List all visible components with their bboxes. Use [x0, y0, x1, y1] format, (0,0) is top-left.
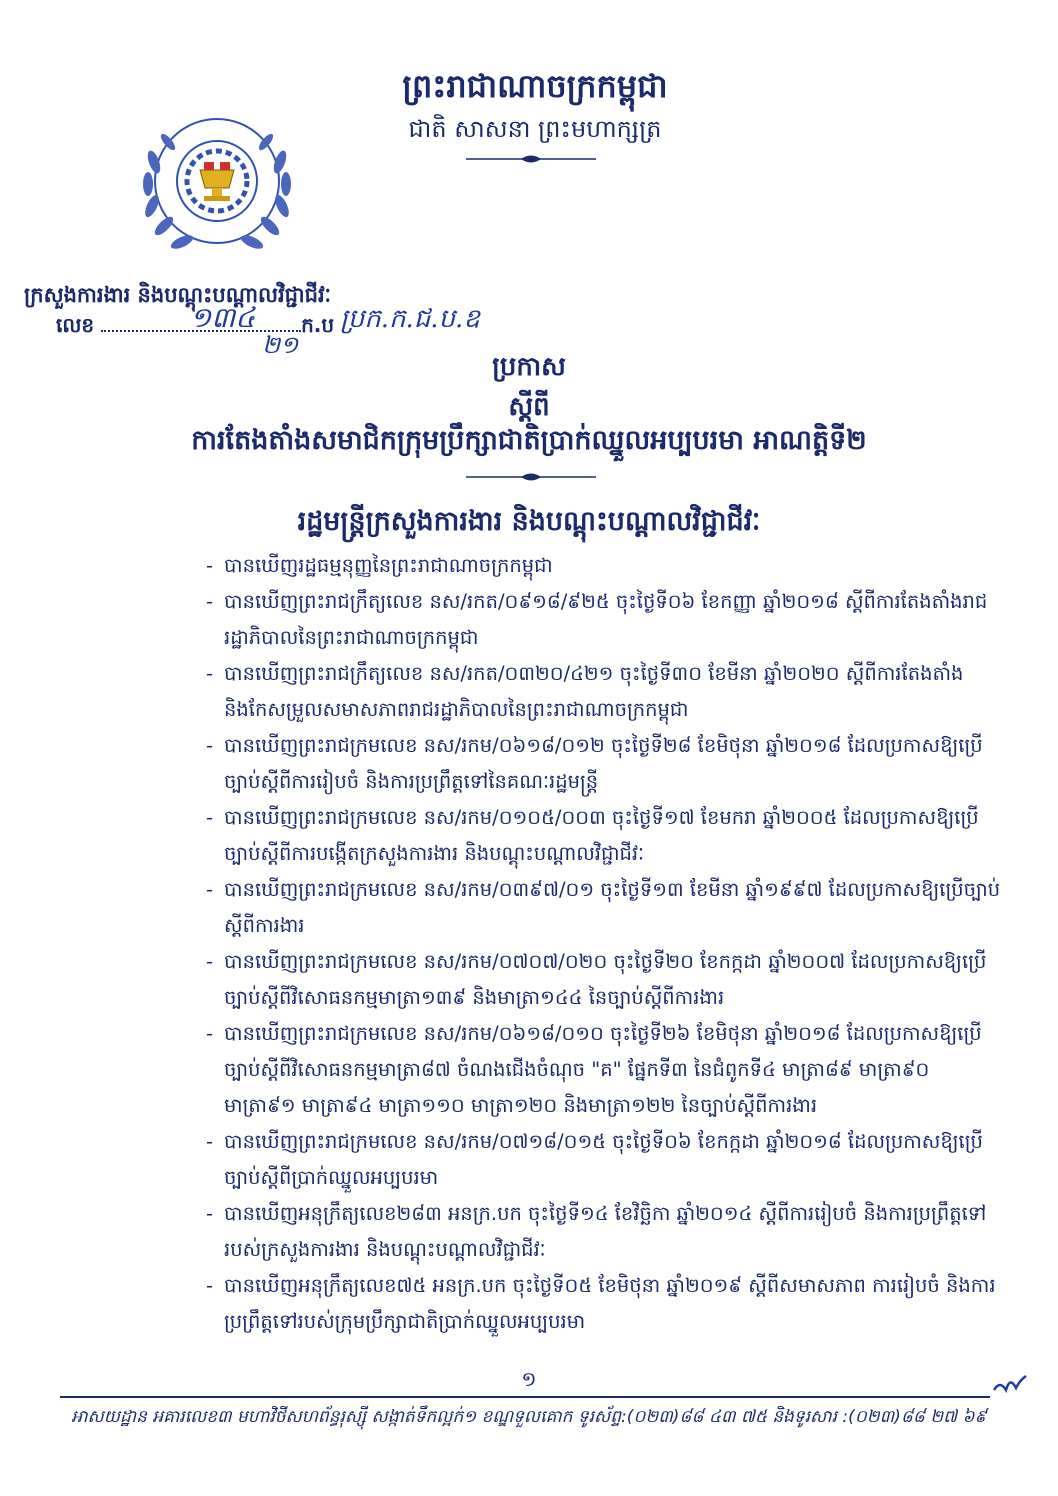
list-item: - បានឃើញព្រះរាជក្រមលេខ នស/រកម/០១០៥/០០៣ ចុះថ្ងៃទី១៧ ខែមករា ឆ្នាំ២០០៥ ដែលប្រកាសឱ្យប្រើច្បាប់ស្តីពីការបង្កើតក្រសួងការងារ និងបណ្តុះបណ្តាលវិជ្ជាជីវៈ: [206, 806, 979, 865]
ministry-seal-logo: [128, 92, 306, 270]
document-type-title: ប្រកាស: [492, 352, 566, 382]
issuing-minister-heading: រដ្ឋមន្ត្រីក្រសួងការងារ និងបណ្តុះបណ្តាលវិជ្ជាជីវៈ: [297, 506, 761, 537]
footer-address: អាសយដ្ឋាន អគារលេខ៣ មហាវិថីសហព័ន្ធរុស្ស៊ី សង្កាត់ទឹកល្អក់១ ខណ្ឌទួលគោក ទូរស័ព្ទ:(០២៣)៨៨ ៤៣ ៧៥ និងទូរសារ :(០២៣)៨៨ ២៧ ៦៩: [71, 1407, 987, 1427]
handwritten-ref-year: ២១: [262, 331, 299, 359]
national-motto: ជាតិ សាសនា ព្រះមហាក្សត្រ: [408, 115, 662, 143]
list-item: - បានឃើញអនុក្រឹត្យលេខ២៨៣ អនក្រ.បក ចុះថ្ងៃទី១៤ ខែវិច្ឆិកា ឆ្នាំ២០១៤ ស្តីពីការរៀបចំ និងការប្រព្រឹត្តទៅរបស់ក្រសួងការងារ និងបណ្តុះបណ្តាលវិជ្ជាជីវៈ: [206, 1202, 987, 1261]
document-subject: ការតែងតាំងសមាជិកក្រុមប្រឹក្សាជាតិប្រាក់ឈ្នួលអប្បបរមា អាណត្តិទី២: [191, 425, 867, 456]
kingdom-heading: ព្រះរាជាណាចក្រកម្ពុជា: [402, 67, 668, 105]
legal-basis-list: [206, 548, 1006, 1340]
page-number: ១: [521, 1367, 537, 1391]
list-item: - បានឃើញព្រះរាជក្រមលេខ នស/រកម/០៦១៨/០១០ ចុះថ្ងៃទី២៦ ខែមិថុនា ឆ្នាំ២០១៨ ដែលប្រកាសឱ្យប្រើច្បាប់ស្តីពីវិសោធនកម្មមាត្រា៨៧ ចំណងជើងចំណុច "គ" ផ្នែកទី៣ នៃជំពូកទី៤ មាត្រា៨៩ មាត្រា៩០ មាត្រា៩១ មាត្រា៩៤ មាត្រា១១០ មាត្រា១២០ និងមាត្រា១២២ នៃច្បាប់ស្តីពីការងារ: [206, 1022, 982, 1117]
ornament-divider-subject: [466, 470, 596, 484]
list-item: - បានឃើញព្រះរាជក្រមលេខ នស/រកម/០៧១៨/០១៥ ចុះថ្ងៃទី០៦ ខែកក្កដា ឆ្នាំ២០១៨ ដែលប្រកាសឱ្យប្រើច្បាប់ស្តីពីប្រាក់ឈ្នួលអប្បបរមា: [206, 1130, 983, 1189]
list-item: - បានឃើញព្រះរាជក្រឹត្យលេខ នស/រកត/០៣២០/៤២១ ចុះថ្ងៃទី៣០ ខែមីនា ឆ្នាំ២០២០ ស្តីពីការតែងតាំង និងកែសម្រួលសមាសភាពរាជរដ្ឋាភិបាលនៃព្រះរាជាណាចក្រកម្ពុជា: [206, 662, 964, 721]
initial-signature-mark: [990, 1372, 1030, 1400]
list-item: - បានឃើញអនុក្រឹត្យលេខ៧៥ អនក្រ.បក ចុះថ្ងៃទី០៥ ខែមិថុនា ឆ្នាំ២០១៩ ស្តីពីសមាសភាព ការរៀបចំ និងការប្រព្រឹត្តទៅរបស់ក្រុមប្រឹក្សាជាតិប្រាក់ឈ្នួលអប្បបរមា: [206, 1274, 996, 1333]
handwritten-ref-code: ប្រក.ក.ជ.ប.ឧ: [340, 304, 480, 334]
handwritten-ref-number: ១៣៤: [190, 301, 255, 334]
document-about-label: ស្តីពី: [508, 392, 550, 422]
reference-mid-code: ក.ប: [301, 313, 335, 337]
ornament-divider-top: [466, 152, 596, 166]
list-item: - បានឃើញព្រះរាជក្រមលេខ នស/រកម/០៧០៧/០២០ ចុះថ្ងៃទី២០ ខែកក្កដា ឆ្នាំ២០០៧ ដែលប្រកាសឱ្យប្រើច្បាប់ស្តីពីវិសោធនកម្មមាត្រា១៣៩ និងមាត្រា១៤៤ នៃច្បាប់ស្តីពីការងារ: [206, 950, 987, 1009]
list-item: - បានឃើញព្រះរាជក្រឹត្យលេខ នស/រកត/០៩១៨/៩២៥ ចុះថ្ងៃទី០៦ ខែកញ្ញា ឆ្នាំ២០១៨ ស្តីពីការតែងតាំងរាជរដ្ឋាភិបាលនៃព្រះរាជាណាចក្រកម្ពុជា: [206, 590, 988, 649]
list-item: - បានឃើញព្រះរាជក្រមលេខ នស/រកម/០៦១៨/០១២ ចុះថ្ងៃទី២៨ ខែមិថុនា ឆ្នាំ២០១៨ ដែលប្រកាសឱ្យប្រើច្បាប់ស្តីពីការរៀបចំ និងការប្រព្រឹត្តទៅនៃគណៈរដ្ឋមន្ត្រី: [206, 734, 983, 793]
footer-rule: [60, 1396, 990, 1398]
reference-label: លេខ: [56, 313, 95, 337]
list-item: - បានឃើញរដ្ឋធម្មនុញ្ញនៃព្រះរាជាណាចក្រកម្ពុជា: [206, 554, 553, 577]
list-item: - បានឃើញព្រះរាជក្រមលេខ នស/រកម/០៣៩៧/០១ ចុះថ្ងៃទី១៣ ខែមីនា ឆ្នាំ១៩៩៧ ដែលប្រកាសឱ្យប្រើច្បាប់ស្តីពីការងារ: [206, 878, 1001, 937]
ministry-name: ក្រសួងការងារ និងបណ្តុះបណ្តាលវិជ្ជាជីវៈ: [24, 283, 332, 307]
